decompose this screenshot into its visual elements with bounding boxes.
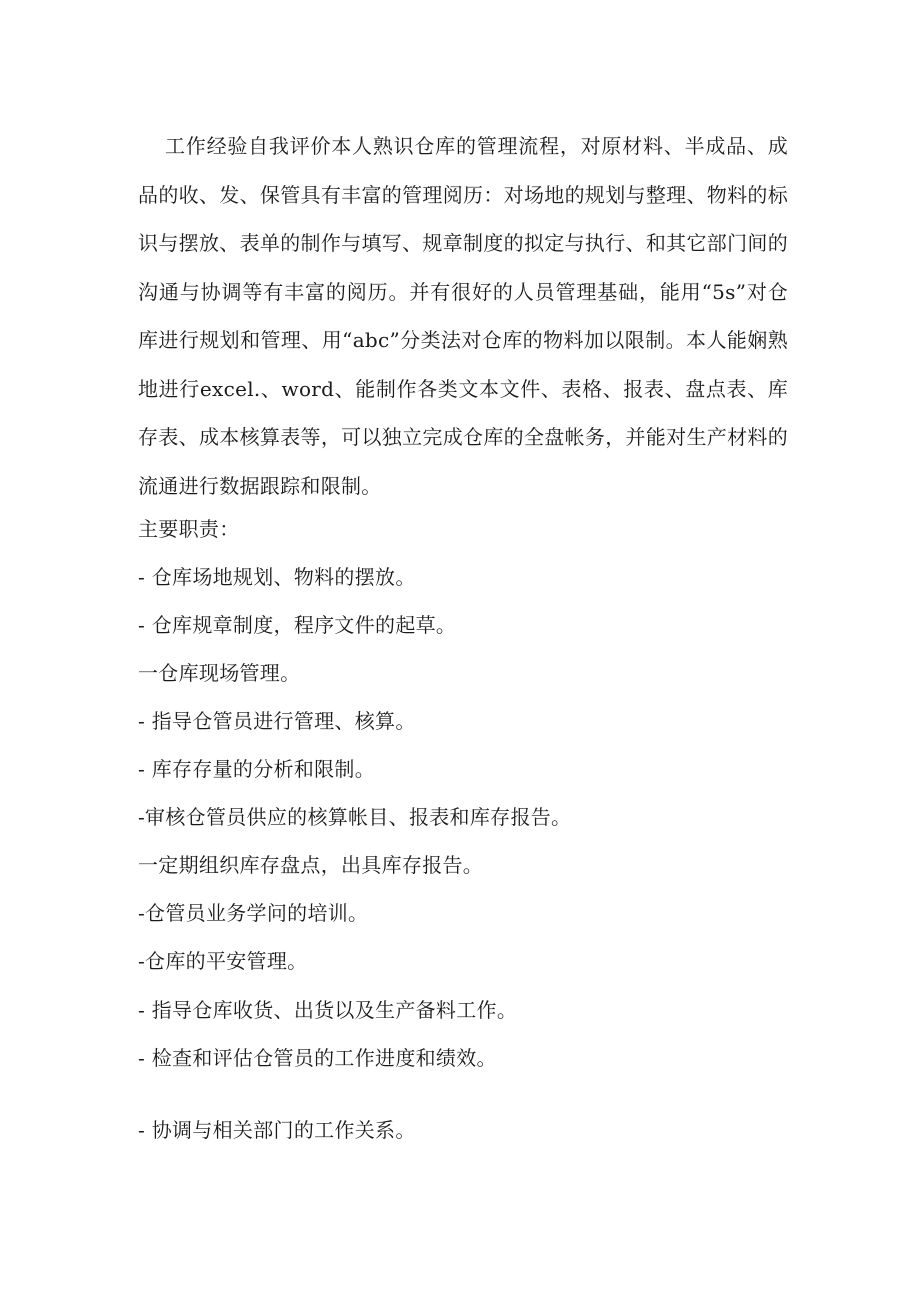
duty-item: -仓管员业务学问的培训。 [138, 901, 369, 925]
duty-item: 一定期组织库存盘点，出具库存报告。 [138, 853, 484, 877]
duty-item: - 检查和评估仓管员的工作进度和绩效。 [138, 1046, 497, 1070]
duty-item: - 指导仓库收货、出货以及生产备料工作。 [138, 998, 518, 1022]
duty-item: -审核仓管员供应的核算帐目、报表和库存报告。 [138, 805, 572, 829]
duty-item: - 仓库规章制度，程序文件的起草。 [138, 613, 457, 637]
duties-heading: 主要职责： [138, 517, 240, 541]
duty-item: - 库存存量的分析和限制。 [138, 757, 376, 781]
duty-item: - 协调与相关部门的工作关系。 [138, 1118, 416, 1142]
intro-paragraph: 工作经验自我评价本人熟识仓库的管理流程，对原材料、半成品、成品的收、发、保管具有丰富的管理阅历：对场地的规划与整理、物料的标识与摆放、表单的制作与填写、规章制度的拟定与执行、和其它部门间的沟通与协调等有丰富的阅历。并有很好的人员管理基础，能用“5s”对仓库进行规划和管理、用“abc”分类法对仓库的物料加以限制。本人能娴熟地进行excel.、word、能制作各类文本文件、表格、报表、盘点表、库存表、成本核算表等，可以独立完成仓库的全盘帐务，并能对生产材料的流通进行数据跟踪和限制。 [138, 134, 788, 498]
duty-item: -仓库的平安管理。 [138, 949, 308, 973]
duty-item: - 指导仓管员进行管理、核算。 [138, 709, 416, 733]
duty-item: - 仓库场地规划、物料的摆放。 [138, 565, 416, 589]
duty-item: 一仓库现场管理。 [138, 661, 301, 685]
